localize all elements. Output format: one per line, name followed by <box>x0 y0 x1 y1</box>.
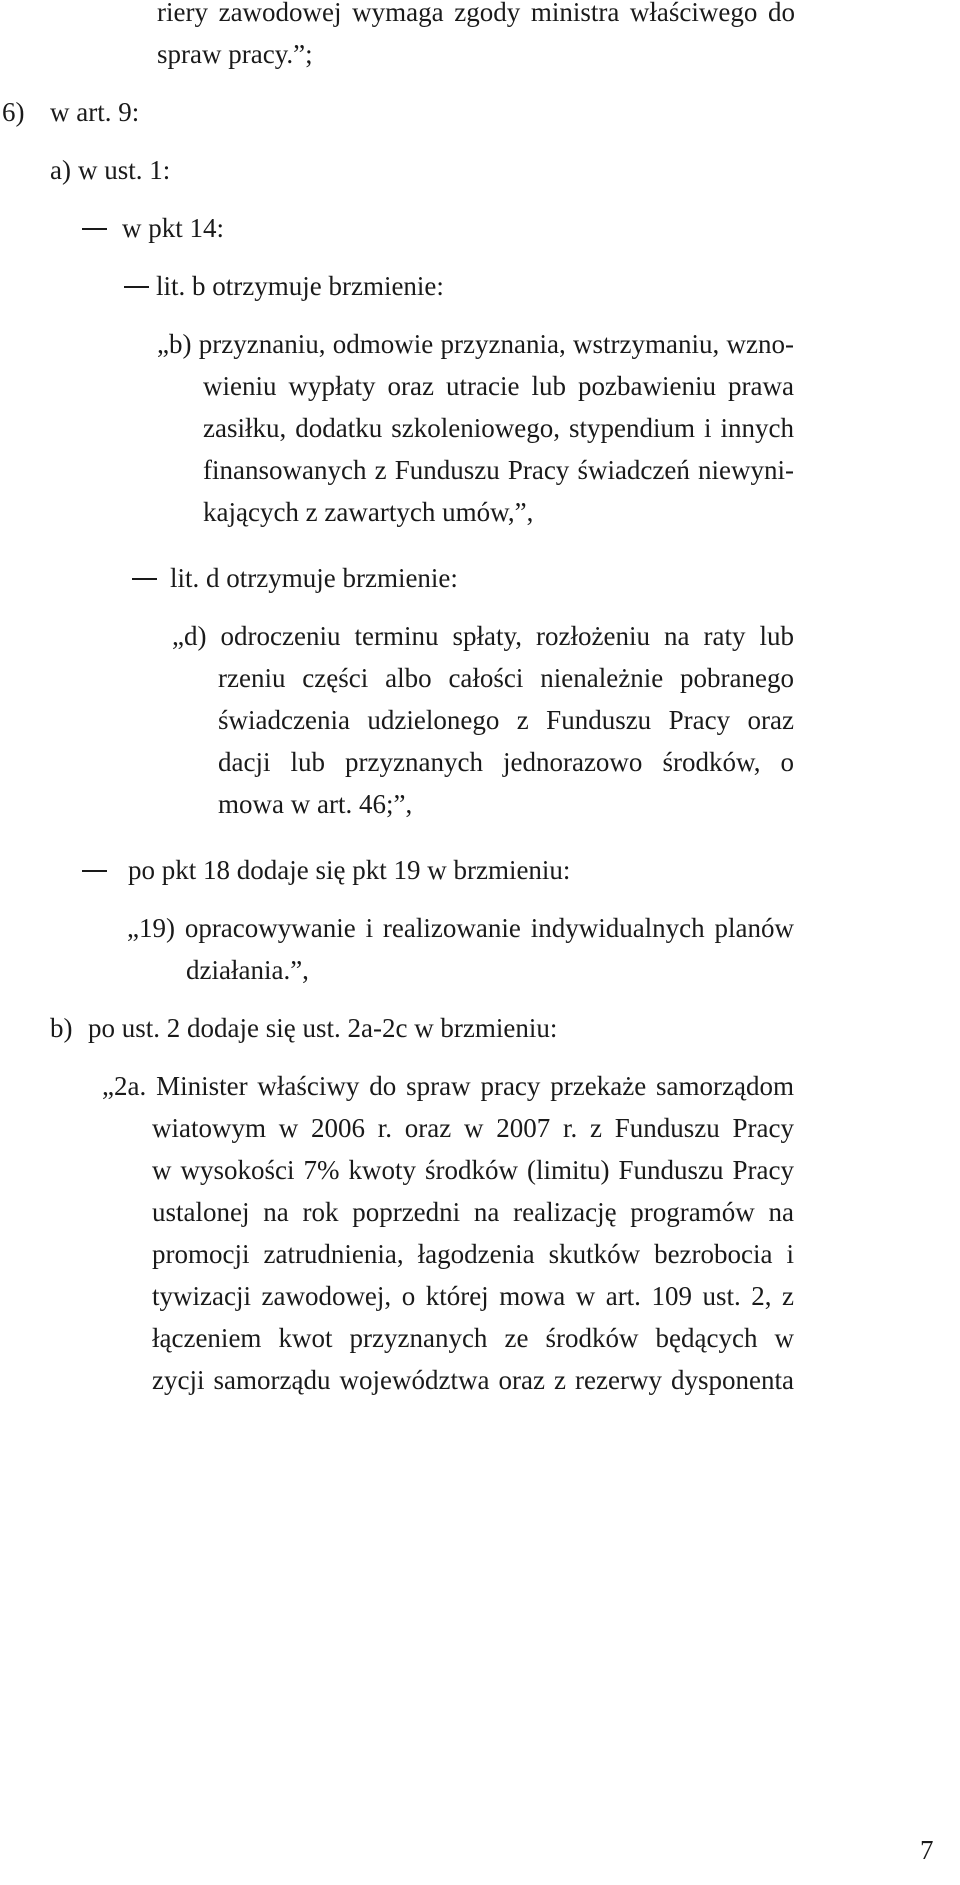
page-number: 7 <box>920 1835 934 1865</box>
text-line: riery zawodowej wymaga zgody ministra właściwego do <box>157 0 795 27</box>
text-line: w art. 9: <box>50 97 140 127</box>
quoted-line: promocji zatrudnienia, łagodzenia skutków bezrobocia i <box>152 1239 794 1269</box>
dash-marker <box>132 578 157 580</box>
list-number: 6) <box>2 97 25 127</box>
quoted-line: działania.”, <box>186 955 309 985</box>
quoted-line: mowa w art. 46;”, <box>218 789 413 819</box>
quoted-line: ustalonej na rok poprzedni na realizację programów na <box>152 1197 794 1227</box>
quoted-line: rzeniu części albo całości nienależnie pobranego <box>218 663 794 693</box>
text-line: lit. b otrzymuje brzmienie: <box>156 271 444 301</box>
quoted-line: „19) opracowywanie i realizowanie indywidualnych planów <box>127 913 794 943</box>
quoted-line: „d) odroczeniu terminu spłaty, rozłożeniu na raty lub <box>172 621 794 651</box>
list-letter: b) <box>50 1013 73 1043</box>
quoted-line: tywizacji zawodowej, o której mowa w art. 109 ust. 2, z <box>152 1281 794 1311</box>
quoted-line: świadczenia udzielonego z Funduszu Pracy oraz <box>218 705 794 735</box>
quoted-line: „2a. Minister właściwy do spraw pracy przekaże samorządom <box>102 1071 794 1101</box>
quoted-line: łączeniem kwot przyznanych ze środków będących w <box>152 1323 794 1353</box>
dash-marker <box>124 286 149 288</box>
quoted-line: wiatowym w 2006 r. oraz w 2007 r. z Funduszu Pracy <box>152 1113 794 1143</box>
quoted-line: kających z zawartych umów,”, <box>203 497 534 527</box>
text-line: lit. d otrzymuje brzmienie: <box>170 563 458 593</box>
text-line: w pkt 14: <box>122 213 225 243</box>
quoted-line: finansowanych z Funduszu Pracy świadczeń niewyni- <box>203 455 794 485</box>
text-line: w ust. 1: <box>78 155 171 185</box>
quoted-line: „b) przyznaniu, odmowie przyznania, wstrzymaniu, wzno- <box>157 329 794 359</box>
text-line: spraw pracy.”; <box>157 39 313 69</box>
dash-marker <box>82 870 107 872</box>
quoted-line: wieniu wypłaty oraz utracie lub pozbawieniu prawa <box>203 371 794 401</box>
dash-marker <box>82 228 107 230</box>
list-letter: a) <box>50 155 71 185</box>
quoted-line: zycji samorządu województwa oraz z rezerwy dysponenta <box>152 1365 794 1395</box>
text-line: po ust. 2 dodaje się ust. 2a-2c w brzmieniu: <box>88 1013 558 1043</box>
quoted-line: dacji lub przyznanych jednorazowo środków, o <box>218 747 794 777</box>
text-line: po pkt 18 dodaje się pkt 19 w brzmieniu: <box>128 855 571 885</box>
quoted-line: zasiłku, dodatku szkoleniowego, stypendium i innych <box>203 413 794 443</box>
quoted-line: w wysokości 7% kwoty środków (limitu) Funduszu Pracy <box>152 1155 794 1185</box>
